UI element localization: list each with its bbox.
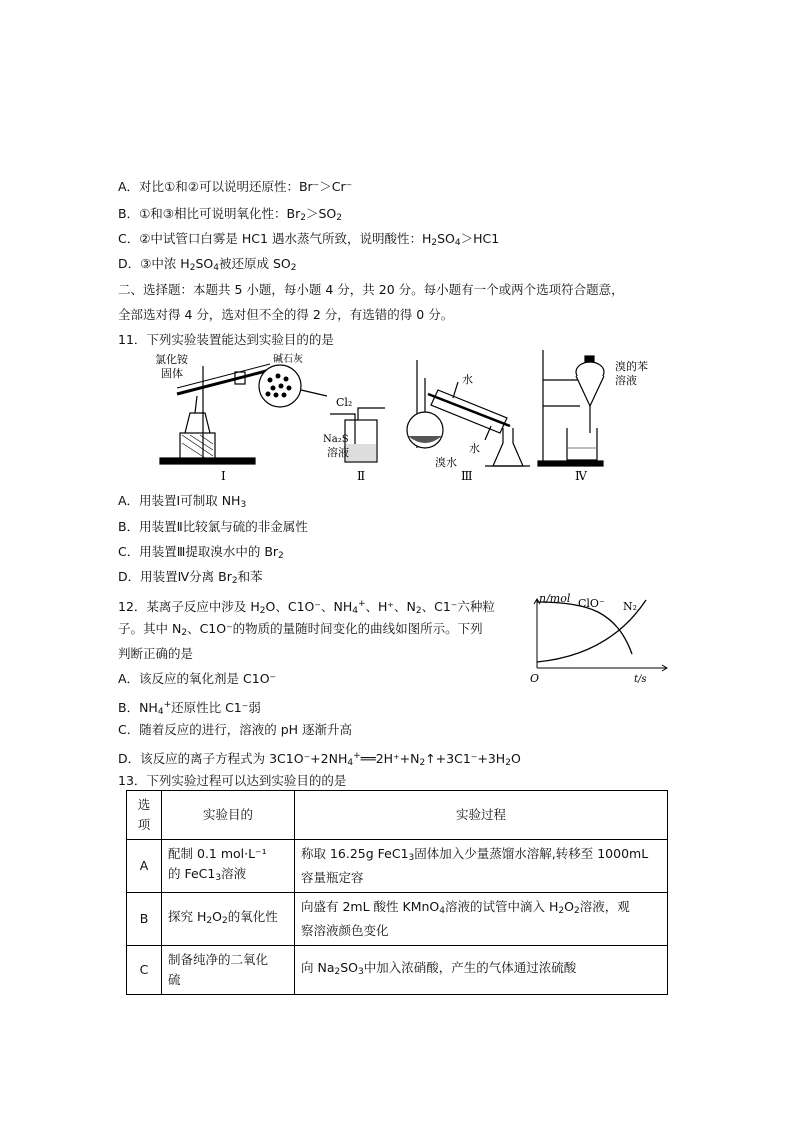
q11-option-c: C．用装置Ⅲ提取溴水中的 $Br_2$ [118, 544, 284, 561]
table-row [127, 840, 668, 893]
label-water-2: 水 [469, 442, 480, 455]
label-solid: 固体 [161, 367, 183, 380]
graph-ylabel: n/mol [539, 592, 571, 605]
q11-option-d: D．用装置Ⅳ分离 $Br_2$和苯 [118, 569, 263, 586]
label-bromine-water: 溴水 [435, 456, 457, 469]
q13-stem: 13．下列实验过程可以达到实验目的的是 [118, 773, 347, 788]
row-goal: 制备纯净的二氧化 硫 [162, 946, 295, 995]
graph-xlabel: t/s [634, 674, 647, 684]
row-option: C [127, 946, 162, 995]
q12-option-b: B．$NH_4^+$还原性比 C1⁻弱 [118, 700, 261, 717]
q12-option-a: A．该反应的氧化剂是 C1O⁻ [118, 671, 277, 686]
table-header-row [127, 791, 668, 840]
q11-stem: 11．下列实验装置能达到实验目的的是 [118, 332, 334, 347]
q12-option-c: C．随着反应的进行，溶液的 pH 逐渐升高 [118, 722, 353, 737]
apparatus-4 [538, 350, 604, 466]
label-roman-2: Ⅱ [357, 469, 366, 483]
q11-option-a: A．用装置Ⅰ可制取 $NH_3$ [118, 493, 247, 510]
section2-line2: 全部选对得 4 分，选对但不全的得 2 分，有选错的得 0 分。 [118, 307, 454, 322]
q10-option-b: B．①和③相比可说明氧化性：$Br_2>SO_2$ [118, 206, 342, 223]
label-water-1: 水 [462, 373, 473, 386]
graph-n2-label: N₂ [623, 600, 638, 613]
apparatus-1 [160, 364, 327, 464]
section2-line1: 二、选择题：本题共 5 小题，每小题 4 分，共 20 分。每小题有一个或两个选项符合题意， [118, 282, 624, 297]
label-roman-4: Ⅳ [575, 469, 587, 483]
row-process: 向 $Na_2SO_3$中加入浓硝酸，产生的气体通过浓硫酸 [295, 946, 668, 995]
q10-option-a: A．对比①和②可以说明还原性：Br⁻＞Cr⁻ [118, 179, 353, 194]
q10-option-d: D．③中浓 $H_2SO_4$被还原成 $SO_2$ [118, 256, 297, 273]
header-option: 选 项 [127, 791, 162, 840]
label-lime: 碱石灰 [273, 354, 303, 365]
q12-graph [528, 592, 673, 684]
label-nh4cl: 氯化铵 [155, 353, 188, 366]
q12-option-d: D．该反应的离子方程式为 $3C1O^-+2NH_4^+══2H^++N_2↑+3C1^-+3H_2O$ [118, 751, 521, 768]
label-solution-2: 溶液 [327, 446, 349, 459]
label-roman-1: Ⅰ [221, 469, 226, 483]
table-row [127, 946, 668, 995]
label-cl2: Cl₂ [336, 396, 353, 409]
header-process: 实验过程 [295, 791, 668, 840]
q11-option-b: B．用装置Ⅱ比较氯与硫的非金属性 [118, 519, 308, 534]
row-goal: 配制 0.1 mol·L⁻¹ 的 $FeC1_3$溶液 [162, 840, 295, 893]
row-process: 称取 16.25g $FeC1_3$固体加入少量蒸馏水溶解,转移至 1000mL 容量瓶定容 [295, 840, 668, 893]
table-row [127, 893, 668, 946]
label-br-benzene-2: 溶液 [615, 374, 637, 387]
graph-clo-label: ClO⁻ [578, 597, 605, 610]
row-option: B [127, 893, 162, 946]
label-na2s: Na₂S [323, 434, 349, 445]
q12-stem-line1: 12．某离子反应中涉及 $H_2O$、C1O⁻、$NH_4^+$、H⁺、$N_2$、C1⁻六种粒 [118, 599, 495, 616]
q12-stem-line2: 子。其中 $N_2$、C1O⁻的物质的量随时间变化的曲线如图所示。下列 [118, 621, 483, 638]
q12-stem-line3: 判断正确的是 [118, 646, 194, 661]
q11-apparatus-figure [155, 348, 675, 488]
q10-option-c: C．②中试管口白雾是 HC1 遇水蒸气所致，说明酸性：$H_2SO_4>HC1$ [118, 231, 500, 248]
row-goal: 探究 $H_2O_2$的氧化性 [162, 893, 295, 946]
header-goal: 实验目的 [162, 791, 295, 840]
label-roman-3: Ⅲ [461, 469, 473, 483]
row-process: 向盛有 2mL 酸性 KMnO$_4$溶液的试管中滴入 $H_2O_2$溶液，观 察溶液颜色变化 [295, 893, 668, 946]
row-option: A [127, 840, 162, 893]
label-br-benzene-1: 溴的苯 [615, 360, 648, 373]
graph-origin: O [530, 672, 540, 684]
q13-table [126, 790, 668, 995]
